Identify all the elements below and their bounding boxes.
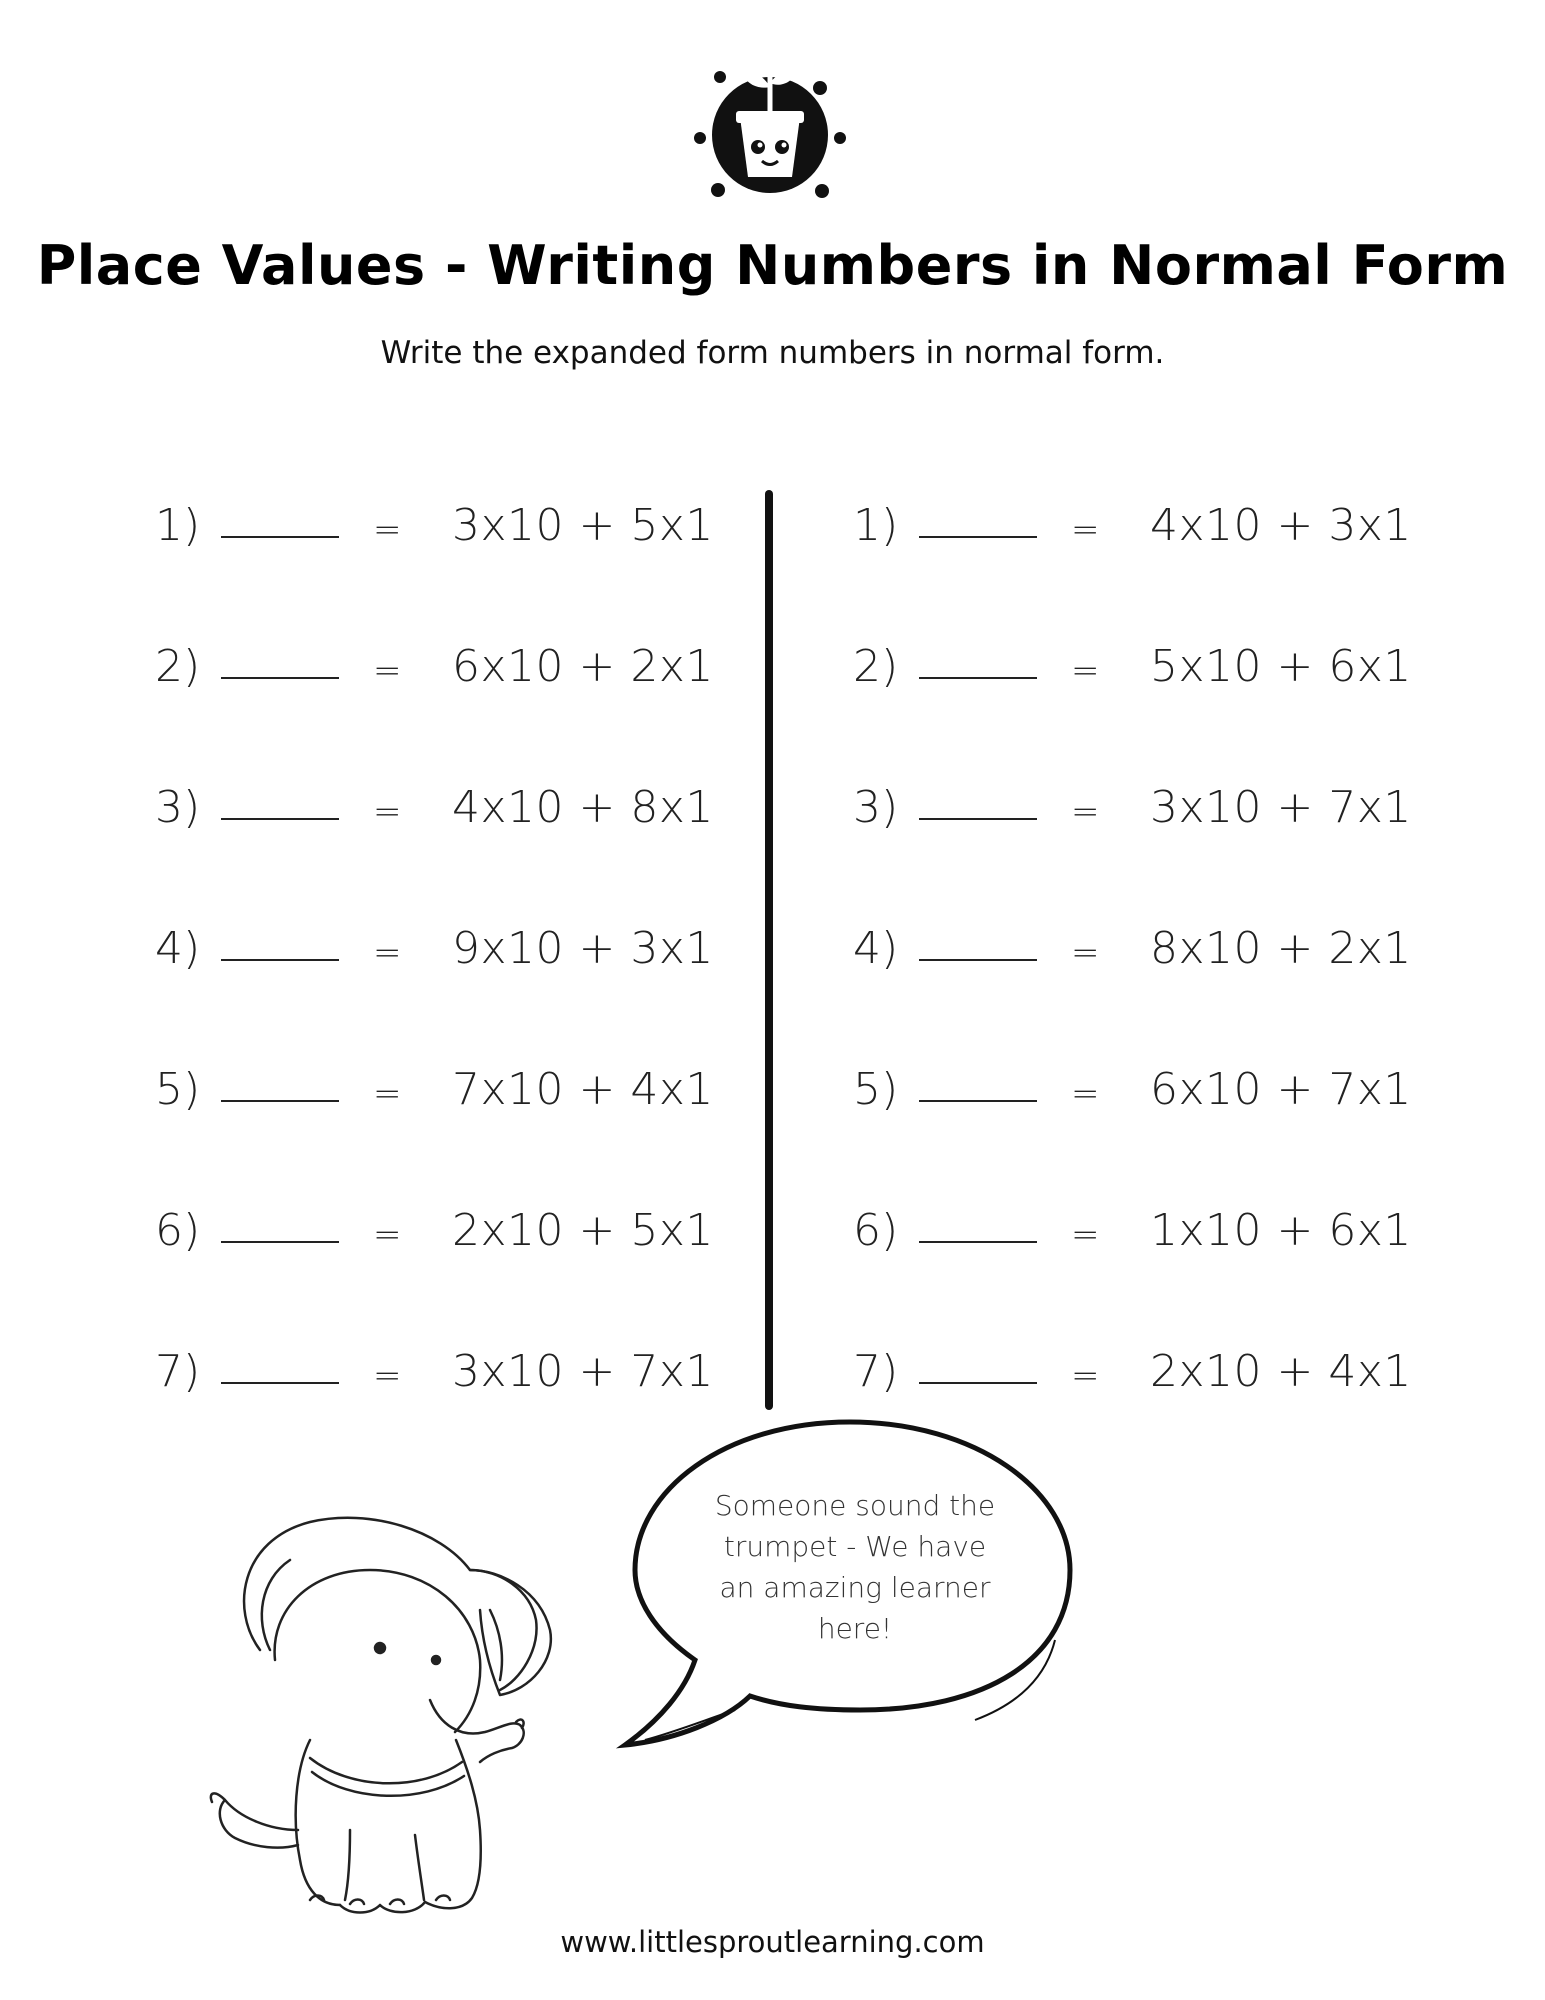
problem-number: 1) <box>853 500 899 551</box>
expanded-form-expression: 7x10 + 4x1 <box>452 1064 714 1115</box>
expanded-form-expression: 1x10 + 6x1 <box>1150 1205 1412 1256</box>
equals-sign: = <box>373 510 402 550</box>
equals-sign: = <box>1071 510 1100 550</box>
problem-number: 2) <box>853 641 899 692</box>
expanded-form-expression: 2x10 + 4x1 <box>1150 1346 1412 1397</box>
answer-blank[interactable] <box>221 536 339 538</box>
answer-blank[interactable] <box>221 1382 339 1384</box>
problem-number: 5) <box>853 1064 899 1115</box>
page-title: Place Values - Writing Numbers in Normal Form <box>36 234 1509 297</box>
answer-blank[interactable] <box>919 1382 1037 1384</box>
expanded-form-expression: 3x10 + 7x1 <box>452 1346 714 1397</box>
left-problem-column <box>155 490 855 1477</box>
problem-number: 2) <box>155 641 201 692</box>
problem-number: 4) <box>853 923 899 974</box>
speech-bubble-text <box>690 1485 1020 1649</box>
problem-number: 3) <box>155 782 201 833</box>
equals-sign: = <box>1071 933 1100 973</box>
answer-blank[interactable] <box>919 818 1037 820</box>
answer-blank[interactable] <box>221 1100 339 1102</box>
problem-number: 4) <box>155 923 201 974</box>
footer-url[interactable]: www.littlesproutlearning.com <box>560 1925 985 1959</box>
equals-sign: = <box>373 651 402 691</box>
problem-number: 6) <box>155 1205 201 1256</box>
problem-row <box>155 772 855 913</box>
instructions: Write the expanded form numbers in normal form. <box>380 335 1165 371</box>
problem-row <box>155 913 855 1054</box>
equals-sign: = <box>1071 792 1100 832</box>
bubble-line: trumpet - We have <box>723 1530 987 1563</box>
equals-sign: = <box>373 1074 402 1114</box>
problem-row <box>155 631 855 772</box>
problem-number: 5) <box>155 1064 201 1115</box>
equals-sign: = <box>373 1356 402 1396</box>
elephant-illustration-icon <box>200 1500 620 1930</box>
expanded-form-expression: 4x10 + 3x1 <box>1150 500 1412 551</box>
problem-row <box>853 772 1545 913</box>
expanded-form-expression: 6x10 + 2x1 <box>452 641 714 692</box>
expanded-form-expression: 8x10 + 2x1 <box>1150 923 1412 974</box>
equals-sign: = <box>1071 1215 1100 1255</box>
bubble-line: Someone sound the <box>714 1489 996 1522</box>
equals-sign: = <box>1071 651 1100 691</box>
right-problem-column <box>853 490 1545 1477</box>
problem-row <box>853 913 1545 1054</box>
problem-row <box>853 1195 1545 1336</box>
answer-blank[interactable] <box>919 536 1037 538</box>
expanded-form-expression: 5x10 + 6x1 <box>1150 641 1412 692</box>
problem-number: 7) <box>155 1346 201 1397</box>
column-divider <box>765 490 773 1410</box>
problem-number: 6) <box>853 1205 899 1256</box>
answer-blank[interactable] <box>919 1241 1037 1243</box>
equals-sign: = <box>373 933 402 973</box>
expanded-form-expression: 9x10 + 3x1 <box>452 923 714 974</box>
answer-blank[interactable] <box>221 959 339 961</box>
problem-number: 1) <box>155 500 201 551</box>
problem-row <box>155 1054 855 1195</box>
equals-sign: = <box>1071 1074 1100 1114</box>
equals-sign: = <box>373 792 402 832</box>
problem-row <box>853 631 1545 772</box>
problem-row <box>155 490 855 631</box>
expanded-form-expression: 2x10 + 5x1 <box>452 1205 714 1256</box>
answer-blank[interactable] <box>919 959 1037 961</box>
bubble-line: here! <box>817 1612 893 1645</box>
expanded-form-expression: 4x10 + 8x1 <box>452 782 714 833</box>
answer-blank[interactable] <box>919 1100 1037 1102</box>
answer-blank[interactable] <box>919 677 1037 679</box>
sprout-pot-logo-icon <box>670 55 870 205</box>
problem-number: 7) <box>853 1346 899 1397</box>
expanded-form-expression: 6x10 + 7x1 <box>1150 1064 1412 1115</box>
problem-number: 3) <box>853 782 899 833</box>
expanded-form-expression: 3x10 + 7x1 <box>1150 782 1412 833</box>
equals-sign: = <box>1071 1356 1100 1396</box>
expanded-form-expression: 3x10 + 5x1 <box>452 500 714 551</box>
answer-blank[interactable] <box>221 818 339 820</box>
answer-blank[interactable] <box>221 1241 339 1243</box>
problem-row <box>853 1054 1545 1195</box>
problem-row <box>853 490 1545 631</box>
equals-sign: = <box>373 1215 402 1255</box>
bubble-line: an amazing learner <box>719 1571 991 1604</box>
answer-blank[interactable] <box>221 677 339 679</box>
problem-row <box>155 1195 855 1336</box>
